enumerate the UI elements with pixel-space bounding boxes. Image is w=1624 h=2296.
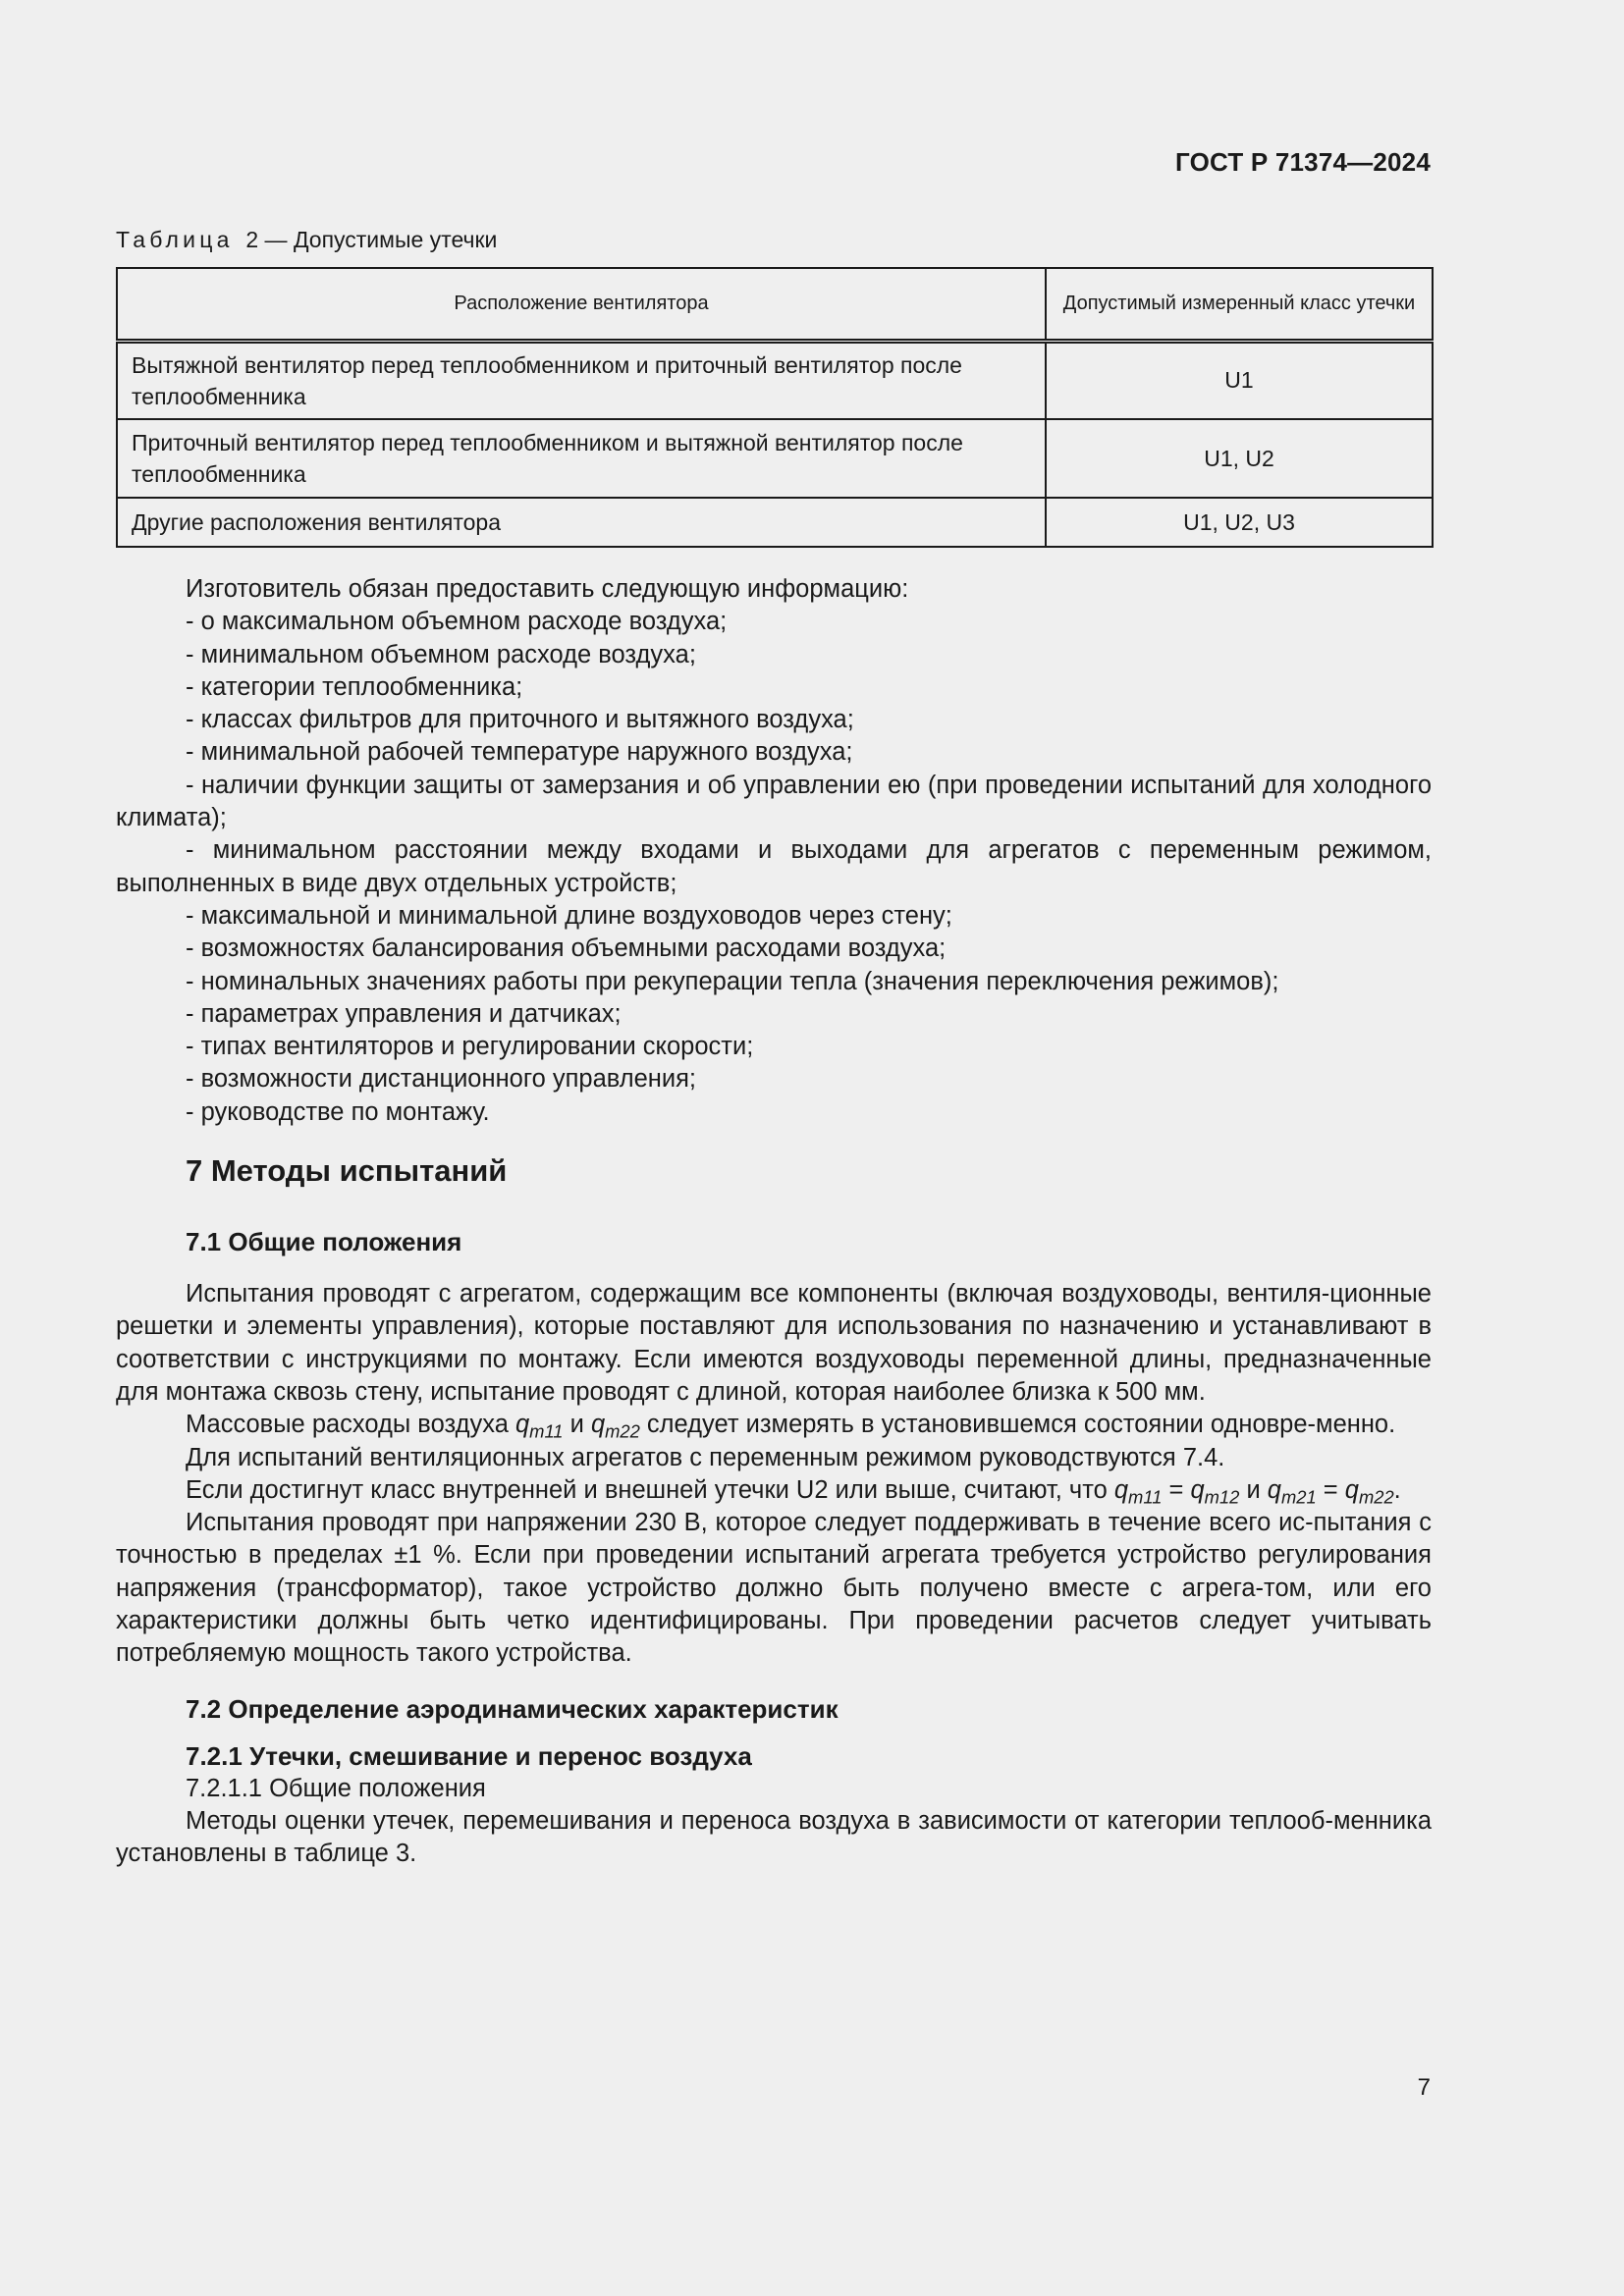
list-item: - о максимальном объемном расходе воздуха; bbox=[186, 608, 728, 636]
list-item: - категории теплообменника; bbox=[186, 672, 523, 701]
table-caption bbox=[116, 227, 497, 253]
table-caption-title: 2 — Допустимые утечки bbox=[245, 227, 498, 252]
table-cell-location: Другие расположения вентилятора bbox=[117, 498, 1046, 547]
subsection-heading: 7.1 Общие положения bbox=[186, 1227, 462, 1257]
list-item: - наличии функции защиты от замерзания и об управлении ею (при проведении испытаний для холодного климата); bbox=[116, 771, 1432, 832]
paragraph-leak-class: Если достигнут класс внутренней и внешней утечки U2 или выше, считают, что $q_{m11} = q_{m12}$ и $q_{m21} = q_{m22}$. bbox=[186, 1475, 1401, 1508]
paragraph-mass-flow: Массовые расходы воздуха $q_{m11}$ и $q_{m22}$ следует измерять в установившемся состоянии одновре-менно. bbox=[186, 1411, 1396, 1442]
list-item: - типах вентиляторов и регулировании скорости; bbox=[186, 1033, 754, 1061]
table-header-row bbox=[117, 268, 1433, 341]
table-cell-location: Приточный вентилятор перед теплообменником и вытяжной вентилятор после теплообменника bbox=[117, 419, 1046, 498]
list-item: - минимальной рабочей температуре наружного воздуха; bbox=[186, 738, 853, 767]
list-item: - максимальной и минимальной длине воздуховодов через стену; bbox=[186, 901, 952, 930]
list-item: - возможностях балансирования объемными расходами воздуха; bbox=[186, 934, 947, 963]
table-cell-location: Вытяжной вентилятор перед теплообменником и приточный вентилятор после теплообменника bbox=[117, 341, 1046, 419]
list-item: - параметрах управления и датчиках; bbox=[186, 999, 622, 1028]
table-row bbox=[117, 498, 1433, 547]
paragraph: Испытания проводят при напряжении 230 В, которое следует поддерживать в течение всего ис-пытания с точностью в пределах ±1 %. Если при проведении испытаний агрегата требуется устройство регулирования напряжения (трансформатор), такое устройство должно быть получено вместе с агрега-том, или его характеристики должны быть четко идентифицированы. При проведении расчетов следует учитывать потребляемую мощность такого устройства. bbox=[116, 1509, 1432, 1668]
table-row bbox=[117, 419, 1433, 498]
leakage-table bbox=[116, 267, 1434, 548]
list-item: - номинальных значениях работы при рекуперации тепла (значения переключения режимов); bbox=[186, 967, 1279, 995]
paragraph: Испытания проводят с агрегатом, содержащим все компоненты (включая воздуховоды, вентиля-ционные решетки и элементы управления), которые поставляют для использования по назначению и устанавливают в соответствии с инструкциями по монтажу. Если имеются воздуховоды переменной длины, предназначенные для монтажа сквозь стену, испытание проводят с длиной, которая наиболее близка к 500 мм. bbox=[116, 1280, 1432, 1406]
body-text bbox=[116, 573, 1432, 1871]
page-number: 7 bbox=[1417, 2074, 1431, 2101]
paragraph: Для испытаний вентиляционных агрегатов с переменным режимом руководствуются 7.4. bbox=[186, 1443, 1225, 1471]
info-intro: Изготовитель обязан предоставить следующую информацию: bbox=[186, 575, 909, 603]
column-header-leak-class: Допустимый измеренный класс утечки bbox=[1046, 268, 1433, 341]
list-item: - минимальном расстоянии между входами и выходами для агрегатов с переменным режимом, выполненных в виде двух отдельных устройств; bbox=[116, 836, 1432, 897]
list-item: - минимальном объемном расходе воздуха; bbox=[186, 640, 696, 668]
document-code: ГОСТ Р 71374—2024 bbox=[1175, 147, 1431, 177]
subsection-heading: 7.2 Определение аэродинамических характеристик bbox=[186, 1693, 839, 1724]
list-item: - классах фильтров для приточного и вытяжного воздуха; bbox=[186, 706, 854, 734]
table-cell-class: U1, U2, U3 bbox=[1046, 498, 1433, 547]
list-item: - руководстве по монтажу. bbox=[186, 1097, 490, 1126]
list-item: - возможности дистанционного управления; bbox=[186, 1065, 697, 1094]
clause-heading: 7.2.1.1 Общие положения bbox=[186, 1774, 486, 1802]
table-cell-class: U1, U2 bbox=[1046, 419, 1433, 498]
column-header-fan-location: Расположение вентилятора bbox=[117, 268, 1046, 341]
table-row bbox=[117, 341, 1433, 419]
section-heading: 7 Методы испытаний bbox=[186, 1153, 508, 1189]
table-caption-label: Таблица bbox=[116, 227, 234, 252]
table-cell-class: U1 bbox=[1046, 341, 1433, 419]
paragraph: Методы оценки утечек, перемешивания и переноса воздуха в зависимости от категории теплооб-менника установлены в таблице 3. bbox=[116, 1806, 1432, 1868]
subsubsection-heading: 7.2.1 Утечки, смешивание и перенос воздуха bbox=[186, 1740, 752, 1771]
